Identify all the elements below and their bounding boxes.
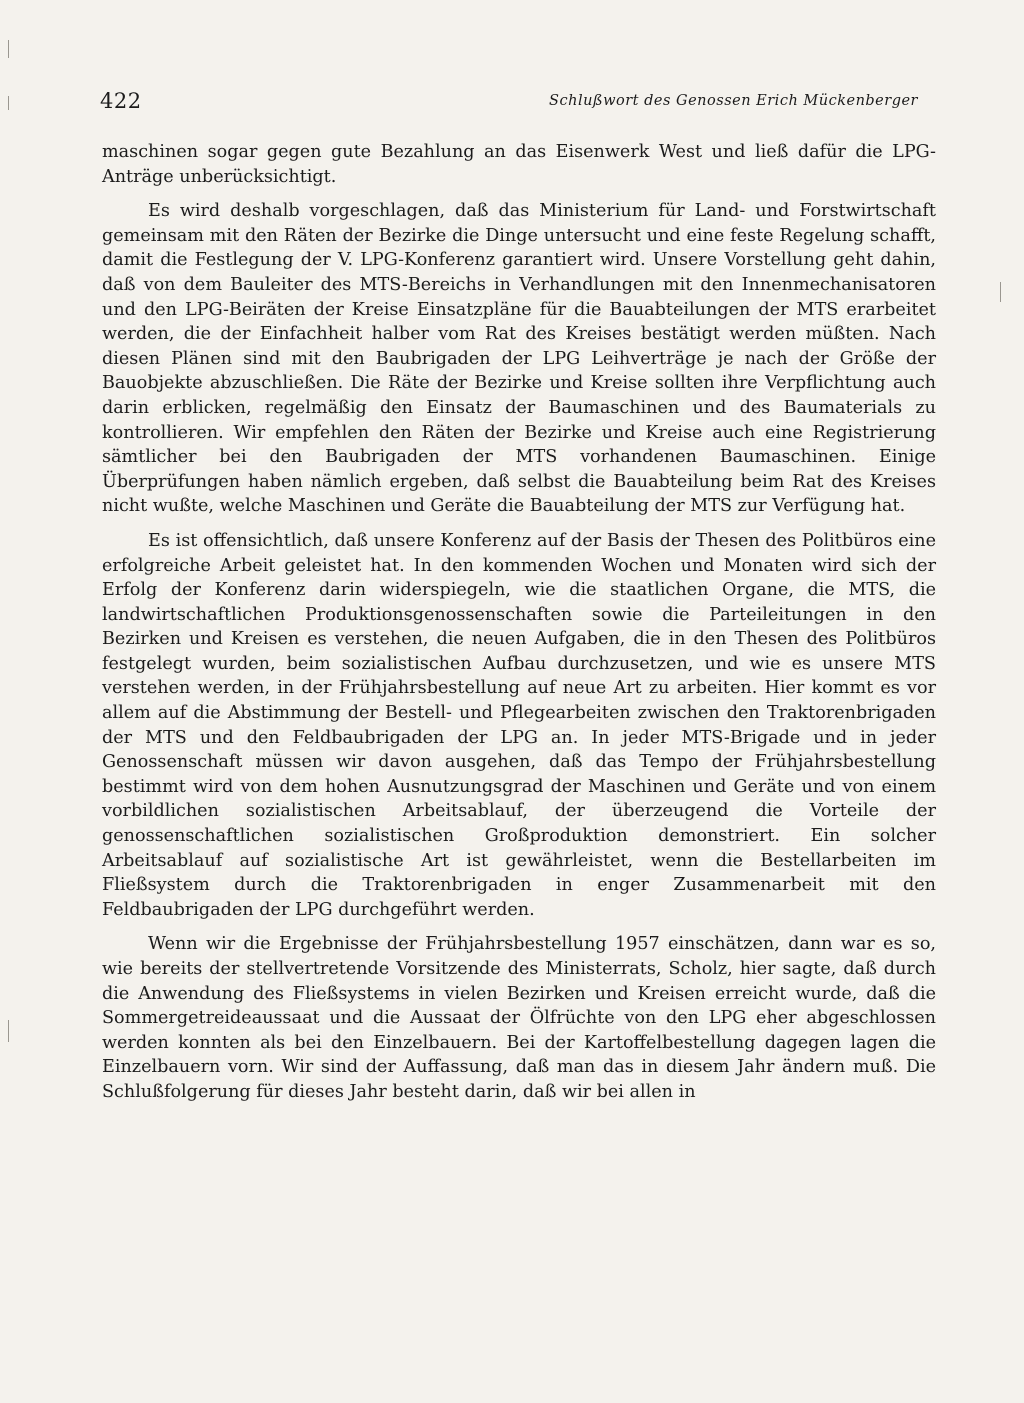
scan-margin-mark [1000,282,1001,302]
page-number: 422 [100,89,142,113]
running-title: Schlußwort des Genossen Erich Mückenberger [549,93,918,109]
body-text [102,140,936,1105]
paragraph-continuation: maschinen sogar gegen gute Bezahlung an das Eisenwerk West und ließ dafür die LPG-Anträge unberücksichtigt. [102,142,936,187]
paragraph-conference: Es ist offensichtlich, daß unsere Konferenz auf der Basis der Thesen des Politbüros eine erfolgreiche Arbeit geleistet hat. In den kommenden Wochen und Monaten wird sich der Erfolg der Konferenz darin widerspiegeln, wie die staatlichen Organe, die MTS, die landwirtschaftlichen Produktionsgenossenschaften sowie die Parteileitungen in den Bezirken und Kreisen es verstehen, die neuen Aufgaben, die in den Thesen des Politbüros festgelegt wurden, beim sozialistischen Aufbau durchzusetzen, und wie es unsere MTS verstehen werden, in der Frühjahrsbestellung auf neue Art zu arbeiten. Hier kommt es vor allem auf die Abstimmung der Bestell- und Pflegearbeiten zwischen den Traktorenbrigaden der MTS und den Feldbaubrigaden der LPG an. In jeder MTS-Brigade und in jeder Genossenschaft müssen wir davon ausgehen, daß das Tempo der Frühjahrsbestellung bestimmt wird von dem hohen Ausnutzungsgrad der Maschinen und Geräte und von einem vorbildlichen sozialistischen Arbeitsablauf, der überzeugend die Vorteile der genossenschaftlichen sozialistischen Großproduktion demonstriert. Ein solcher Arbeitsablauf auf sozialistische Art ist gewährleistet, wenn die Bestellarbeiten im Fließsystem durch die Traktorenbrigaden in enger Zusammenarbeit mit den Feldbaubrigaden der LPG durchgeführt werden. [102,530,936,920]
paragraph-proposal: Es wird deshalb vorgeschlagen, daß das Ministerium für Land- und Forstwirtschaft gemeinsam mit den Räten der Bezirke die Dinge untersucht und eine feste Regelung schafft, damit die Festlegung der V. LPG-Konferenz garantiert wird. Unsere Vorstellung geht dahin, daß von dem Bauleiter des MTS-Bereichs in Verhandlungen mit den Innenmechanisatoren und den LPG-Beiräten der Kreise Einsatzpläne für die Bauabteilungen der MTS erarbeitet werden, die der Einfachheit halber vom Rat des Kreises bestätigt werden müßten. Nach diesen Plänen sind mit den Baubrigaden der LPG Leihverträge je nach der Größe der Bauobjekte abzuschließen. Die Räte der Bezirke und Kreise sollten ihre Verpflichtung auch darin erblicken, regelmäßig den Einsatz der Baumaschinen und des Baumaterials zu kontrollieren. Wir empfehlen den Räten der Bezirke und Kreise auch eine Registrierung sämtlicher bei den Baubrigaden der MTS vorhandenen Baumaschinen. Einige Überprüfungen haben nämlich ergeben, daß selbst die Bauabteilung beim Rat des Kreises nicht wußte, welche Maschinen und Geräte die Bauabteilung der MTS zur Verfügung hat. [102,201,936,517]
scan-margin-mark [8,1020,9,1042]
scan-margin-mark [8,96,9,110]
scan-margin-mark [8,40,9,58]
paragraph-results-1957: Wenn wir die Ergebnisse der Frühjahrsbestellung 1957 einschätzen, dann war es so, wie bereits der stellvertretende Vorsitzende des Ministerrats, Scholz, hier sagte, daß durch die Anwendung des Fließsystems in vielen Bezirken und Kreisen erreicht wurde, daß die Sommergetreideaussaat und die Aussaat der Ölfrüchte von den LPG eher abgeschlossen werden konnten als bei den Einzelbauern. Bei der Kartoffelbestellung dagegen lagen die Einzelbauern vorn. Wir sind der Auffassung, daß man das in diesem Jahr ändern muß. Die Schlußfolgerung für dieses Jahr besteht darin, daß wir bei allen in [102,934,936,1102]
